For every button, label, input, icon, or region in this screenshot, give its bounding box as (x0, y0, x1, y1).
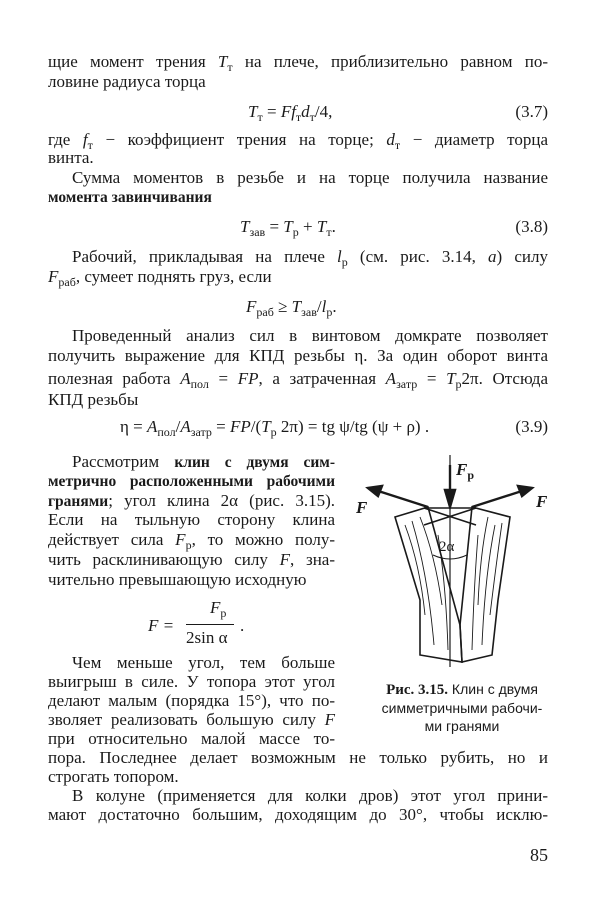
text-run: получить выражение для КПД резьбы η. За один оборот винта (48, 346, 548, 365)
text-run: T (446, 369, 456, 388)
equation (120, 415, 429, 439)
text-line (48, 345, 548, 367)
subscript: т (326, 225, 332, 239)
formula-denominator: 2sin α (186, 628, 228, 647)
text-run: щие момент трения (48, 52, 218, 71)
text-line (48, 51, 548, 73)
text-run: − коэффициент трения на торце; (92, 130, 387, 149)
text-run: d (386, 130, 395, 149)
subscript: т (309, 110, 315, 124)
subscript: р (326, 305, 333, 319)
text-line (48, 470, 335, 492)
subscript: раб (58, 275, 76, 289)
equation (248, 100, 332, 124)
force-top-label: $F_р$ (456, 460, 475, 482)
text-run: на плече, приблизительно равном по- (232, 52, 548, 71)
text-run: , зна- (290, 550, 335, 569)
caption-line-2: симметричными рабочи- (381, 700, 543, 716)
text-run: . (332, 297, 337, 316)
text-line (48, 246, 548, 268)
caption-line-3: ми гранями (424, 718, 500, 734)
fraction-bar (186, 624, 234, 625)
text-run: = (417, 369, 447, 388)
text-run: A (146, 417, 158, 436)
subscript: р (270, 425, 277, 439)
text-run: ловине радиуса торца (48, 72, 206, 91)
subscript: р (341, 255, 348, 269)
text-run: зволяет реализовать большую силу (48, 710, 325, 729)
subscript: раб (256, 305, 274, 319)
text-run: полезная работа (48, 369, 181, 388)
subscript: затр (396, 377, 418, 391)
text-run: / (175, 417, 181, 436)
text-run: , а затраченная (258, 369, 386, 388)
text-run: /4, (314, 102, 333, 121)
subscript: т (295, 110, 302, 124)
text-run: l (321, 297, 327, 316)
text-line (48, 186, 548, 208)
text-run: гранями (48, 493, 109, 510)
text-run: F (48, 267, 59, 286)
text-line (48, 549, 335, 571)
angle-label: 2α (439, 539, 455, 555)
figure-caption (362, 680, 562, 735)
text-run: мают достаточно большим, доходящим до 30°, чтобы исклю- (48, 805, 548, 824)
text-run: метрично расположенными рабочими (48, 473, 335, 490)
caption-line-1 (362, 680, 562, 699)
text-run: T (283, 217, 293, 236)
text-run: а (488, 247, 497, 266)
text-run: F (324, 710, 335, 729)
text-run: = (262, 102, 281, 121)
text-run: = (211, 417, 231, 436)
text-run: В колуне (применяется для колки дров) этот угол прини- (72, 786, 548, 805)
caption-text-1: Клин с двумя (451, 681, 538, 697)
caption-number: Рис. 3.15. (386, 682, 449, 698)
text-run: F (246, 297, 257, 316)
equation-number: (3.7) (515, 102, 548, 121)
text-run: . (331, 217, 336, 236)
numerator-subscript: р (220, 606, 227, 620)
wedge-figure (350, 455, 565, 670)
text-run: + (298, 217, 317, 236)
subscript: т (227, 60, 233, 74)
text-run: Рассмотрим (72, 452, 175, 471)
text-run: F (175, 530, 186, 549)
subscript: затр (190, 425, 212, 439)
text-run: Ff (280, 102, 296, 121)
force-left-label: F (356, 498, 368, 517)
subscript: р (185, 538, 192, 552)
text-run: FP (237, 369, 259, 388)
text-run: d (301, 102, 310, 121)
text-run: при относительно малой массе то- (48, 729, 335, 748)
text-line (48, 569, 335, 591)
text-run: строгать топором. (48, 767, 179, 786)
subscript: т (257, 110, 263, 124)
subscript: пол (157, 425, 176, 439)
text-run: l (337, 247, 342, 266)
text-run: A (180, 417, 191, 436)
subscript: т (394, 138, 401, 152)
text-run: 2π. Отсюда (461, 369, 549, 388)
text-run: ≥ (273, 297, 292, 316)
text-run: пора. Последнее делает возможным не только рубить, но и (48, 748, 548, 767)
force-right-label: F (536, 492, 548, 511)
text-run: = (265, 217, 284, 236)
text-run: ) силу (496, 247, 548, 266)
subscript: р (455, 377, 462, 391)
text-run: η = (120, 417, 147, 436)
text-run: действует сила (48, 530, 176, 549)
text-run: Рабочий, прикладывая на плече (72, 247, 338, 266)
text-run: 2π) = tg ψ/tg (ψ + ρ) . (276, 417, 430, 436)
text-run: Проведенный анализ сил в винтовом домкрате позволяет (72, 326, 548, 345)
text-run: выигрыш в силе. У топора этот угол (48, 672, 335, 691)
subscript: р (292, 225, 299, 239)
text-run: делают малым (порядка 15°), что по- (48, 691, 335, 710)
formula-numerator (210, 598, 226, 618)
text-run: винта. (48, 148, 94, 167)
text-line (48, 509, 335, 531)
force-left-arrow (375, 490, 428, 507)
text-run: FP (230, 417, 251, 436)
text-run: /( (250, 417, 262, 436)
subscript: зав (249, 225, 266, 239)
text-run: T (261, 417, 271, 436)
text-run: = (208, 369, 238, 388)
equation (240, 215, 336, 239)
text-run: − диаметр торца (400, 130, 548, 149)
text-run: T (248, 102, 258, 121)
text-run: A (180, 369, 191, 388)
text-line (48, 71, 548, 93)
page-number: 85 (530, 845, 548, 865)
force-right-arrow (472, 490, 525, 507)
text-line (48, 147, 548, 169)
text-run: Чем меньше угол, тем больше (72, 653, 335, 672)
formula-period: . (240, 616, 245, 635)
text-line (48, 368, 548, 390)
text-run: клин с двумя сим- (174, 454, 335, 471)
text-run: f (82, 130, 88, 149)
text-run: ; угол клина 2α (рис. 3.15). (108, 491, 335, 510)
text-run: , то можно полу- (191, 530, 336, 549)
text-run: Сумма моментов в резьбе и на торце получила название (72, 168, 548, 187)
text-run: A (385, 369, 397, 388)
text-run: чить расклинивающую силу (48, 550, 280, 569)
text-run: Если на тыльную сторону клина (48, 510, 335, 529)
text-run: чительно превышающую исходную (48, 570, 307, 589)
equation-number: (3.9) (515, 417, 548, 436)
text-run: момента завинчивания (48, 189, 212, 206)
text-line (48, 389, 548, 411)
formula-lhs: F = (148, 616, 175, 635)
text-line (48, 325, 548, 347)
text-run: T (291, 297, 302, 316)
equation (246, 295, 337, 319)
text-run: T (240, 217, 250, 236)
text-run: , сумеет поднять груз, если (75, 267, 272, 286)
equation-number: (3.8) (515, 217, 548, 236)
subscript: т (87, 138, 93, 152)
text-run: / (316, 297, 322, 316)
text-run: T (217, 52, 228, 71)
text-line (48, 529, 335, 551)
text-run: F (279, 550, 290, 569)
numerator-symbol: F (210, 598, 221, 617)
left-wood-half (395, 507, 462, 662)
subscript: пол (190, 377, 209, 391)
subscript: зав (301, 305, 317, 319)
text-run: (см. рис. 3.14, (347, 247, 489, 266)
text-run: где (48, 130, 83, 149)
text-run: T (316, 217, 327, 236)
text-run: КПД резьбы (48, 390, 139, 409)
text-line (48, 804, 548, 826)
text-line (48, 266, 548, 288)
